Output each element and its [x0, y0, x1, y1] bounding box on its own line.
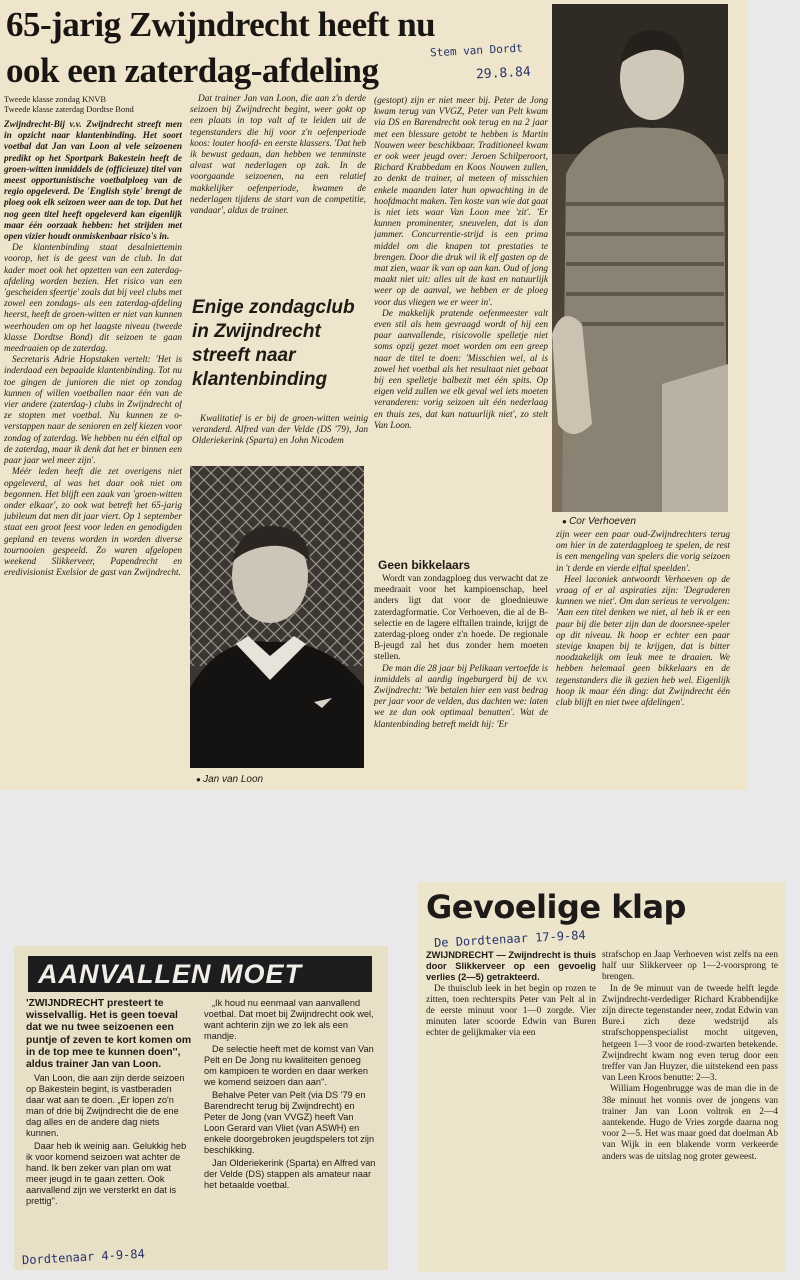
klap-lead-place: ZWIJNDRECHT [426, 950, 494, 960]
article-paragraph: De makkelijk pratende oefenmeester valt even stil als hem gevraagd wordt of hij een paar aanvallende, risicovolle spelletje niet soms opzij gezet moet worden om een greep naar de titel te doen: 'Misschien wel, al is zowel het voetbal als het resultaat niet gebaat bij een spelletje balbezit met één spits. Op eigen veld zullen we elk geval wel iets moeten veranderen: vorig seizoen uit één nederlaag en thuis zes, dat kan natuurlijk niet', zo stelt Van Loon. [374, 308, 548, 431]
aanvallen-paragraph: De selectie heeft met de komst van Van Pelt en De Jong nu kwaliteiten genoeg om kampioen te worden en daar werken we komend seizoen dan aan''. [204, 1044, 374, 1087]
article-paragraph: Wordt van zondagploeg dus verwacht dat ze meedraait voor het kampioenschap, heel anders ligt dat voor de gloednieuwe zaterdagformatie. Cor Verhoeven, die al de B-selectie en de lagere elftallen trainde, krijgt de zaterdag-ploeg onder z'n hoede. De regionale B-jeugd zal het dus zonder hem moeten stellen. [374, 574, 548, 663]
photo-caption-verhoeven: ● Cor Verhoeven [562, 516, 636, 527]
article-paragraph: zijn weer een paar oud-Zwijndrechters terug om hier in de zaterdagploeg te spelen, de rest is een mengeling van spelers die vorig seizoen in 't derde en vierde elftal speelden'. [556, 530, 730, 574]
article-paragraph: Secretaris Adrie Hopstaken vertelt: 'Het is inderdaad een bepaalde klantenbinding. Tot nu toe gingen de junioren die niet op zondag kunnen of willen voetballen naar één van de vier andere (zaterdag-) clubs in Zwijndrecht of ze stopten met voetbal. Nu kunnen ze o- verstappen naar de senioren en zelf kiezen voor zondag of zaterdag. We hebben nu één elftal op de zaterdag, maar ik denk dat het er binnen een paar jaar wel meer zijn'. [4, 355, 182, 467]
aanvallen-paragraph: Van Loon, die aan zijn derde seizoen op Bakestein begint, is vastberaden daar wat aan te doen. „Er lopen zo'n man of drie bij Zwijndrecht die de ene dag alles en de andere dag niets kunnen. [26, 1073, 185, 1139]
article-paragraph: De klantenbinding staat desalniettemin voorop, het is de geest van de club. In dat kader moet ook het opzetten van een zaterdag-afdeling worden bezien. Het risico van een 'gescheiden sfeertje' zoals dat bij veel clubs met zowel een zondags- als een zaterdag-afdeling heerst, heeft de groen-witten er niet van kunnen weerhouden om op het laagste niveau (tweede klasse Dordtse Bond) dit seizoen te gaan meedraaien op de zaterdag. [4, 243, 182, 355]
handwritten-date-klap: De Dordtenaar 17-9-84 [433, 928, 586, 950]
portrait-graphic [190, 466, 364, 768]
article-column-1 [4, 120, 182, 786]
subheadline-line: in Zwijndrecht [192, 321, 321, 342]
kicker-line: Tweede klasse zaterdag Dordtse Bond [4, 104, 134, 114]
aanvallen-lead: 'ZWIJNDRECHT presteert te wisselvallig. Het is geen toeval dat we nu twee seizoenen een puntje of zeven te kort komen om in de top mee te kunnen doen'', aldus trainer Jan van Loon. [26, 998, 192, 1071]
klap-lead-text: — Zwijndrecht is thuis door Slikkerveer op een gevoelig verlies (2—5) getrakteerd. [426, 950, 596, 983]
article-column-2b [192, 414, 368, 460]
portrait-graphic [552, 4, 728, 512]
klap-paragraph: De thuisclub leek in het begin op rozen te zitten, toen rechterspits Peter van Pelt al in de eerste minuut voor 1—0 zorgde. Vier minuten later scoorde Edwin van Buren echter de gelijkmaker via een [426, 983, 596, 1039]
article-paragraph: Dat trainer Jan van Loon, die aan z'n derde seizoen bij Zwijndrecht begint, weer gokt op een plaats in top valt af te leiden uit de tegenstanders die hij voor z'n oefenperiode koos: louter hoofd- en eerste klassers. 'Dat heb ik bewust gedaan, dan hebben we tenminste alvast wat nederlagen op zak. In de voorgaande seizoenen, na een relatief makkelijker oefenperiode, kwamen de nederlagen tijdens de start van de competitie, vandaar', aldus de trainer. [190, 94, 366, 217]
clipping-aanvallen-moet [14, 946, 388, 1270]
aanvallen-paragraph: Jan Olderiekerink (Sparta) en Alfred van der Velde (DS) stappen als amateur naar het betaalde voetbal. [204, 1158, 376, 1190]
handwritten-date-dordtenaar: Dordtenaar 4-9-84 [21, 1246, 146, 1268]
article-lead: Zwijndrecht-Bij v.v. Zwijndrecht streeft men in opzicht naar klantenbinding. Het soort voetbal dat Jan van Loon al vele seizoenen predikt op het Sportpark Bakestein heeft de groen-witten inmiddels de (officieuze) titel van meest opportunistische voetbalploeg van de regio opgeleverd. De 'English style' brengt de ploeg ook elk seizoen weer aan de top. Dat het nog geen titel heeft opgeleverd kan eigenlijk maar één oorzaak hebben: het strijden met open vizier houdt onmiskenbaar risico's in. [4, 120, 182, 243]
aanvallen-column-1 [26, 998, 192, 1248]
article-paragraph: Kwalitatief is er bij de groen-witten weinig veranderd. Alfred van der Velde (DS '79), Jan Olderiekerink (Sparta) en John Nicodem [192, 414, 368, 447]
handwritten-date: 29.8.84 [475, 64, 532, 83]
subheadline-line: klantenbinding [192, 369, 328, 390]
headline-gevoelige-klap: Gevoelige klap [426, 888, 686, 926]
photo-jan-van-loon [190, 466, 364, 768]
clipping-gevoelige-klap [418, 882, 786, 1272]
subheadline [192, 296, 355, 392]
section-heading-bikkelaars: Geen bikkelaars [378, 558, 471, 572]
kicker-line: Tweede klasse zondag KNVB [4, 94, 107, 104]
article-paragraph: (gestopt) zijn er niet meer bij. Peter de Jong kwam terug van VVGZ, Peter van Pelt kwam via DS en Barendrecht ook terug en na 2 jaar met een blessure getobt te hebben is Martin Nouwen weer beschikbaar. Traditioneel kwam er ook weer jeugd over: Jeroen Schilperoort, Richard Krabbedam en Koos Nouwen zullen, zo denkt de trainer, al meteen of misschien enkele maanden later hun opwachting in de hoofdmacht maken. Ten koste van wie dat gaat is niet iets waar Van Loon mee 'zit'. 'Er kunnen prominenter, sneuvelen, dat is dan jammer. Concurrentie-strijd is een prima middel om die knapen tot prestaties te brengen. Door die druk wil ik elf gasten op de mat zien, waar ik van op aan kan. Oud of jong maakt niet uit: alles uit de kast en natuurlijk weer op de aanval, we hebben er de ploeg voor dus vliegen we er weer in'. [374, 96, 548, 308]
article-paragraph: Heel laconiek antwoordt Verhoeven op de vraag of er al aspiraties zijn: 'Degraderen kunnen we niet'. Om dan serieus te vervolgen: 'Aan een titel denken we niet, al heb ik er een paar bij die beter zijn dan de doorsnee-speler op dit niveau. Ik hoop er echter een paar stevige knapen bij te krijgen, dat is bitter noodzakelijk om leuk mee te draaien. We hebben helemaal geen bikkelaars en de tegenstanders die ik gezien heb wel. Eigenlijk hoop ik maar één ding: dat Zwijndrecht één club blijft en niet twee afdelingen'. [556, 574, 730, 709]
headline-line-1: 65-jarig Zwijndrecht heeft nu [6, 5, 436, 44]
article-paragraph: Méér leden heeft die zet overigens niet opgeleverd, al was het daar ook niet om begonnen. Het blijft een zaak van 'groen-witten onder elkaar', zo ook wat betreft het 65-jarig jubileum dat men dit jaar viert. Op 1 september staat een groot feest voor leden en genodigden gepland en tevens worden in worden diverse tournooien gespeeld. Zo waren afgelopen weekend Slikkerveer, Papendrecht en eredivisionist Exelsior de gast van Zwijndrecht. [4, 467, 182, 579]
banner-aanvallen-moet: AANVALLEN MOET [28, 956, 372, 992]
handwritten-source: Stem van Dordt [429, 41, 523, 60]
article-column-4 [556, 530, 730, 788]
headline-line-2: ook een zaterdag-afdeling [6, 51, 379, 90]
subheadline-line: streeft naar [192, 345, 296, 366]
kicker [4, 94, 134, 114]
article-column-3b [374, 574, 548, 788]
photo-cor-verhoeven [552, 4, 728, 512]
klap-paragraph: In de 9e minuut van de tweede helft legde Zwijndrecht-verdediger Richard Krabbendijke zijn directe tegenstander neer, zodat Edwin van Bure.i zich deze wedstrijd als strafschoppenspecialist mocht uitgeven, hetgeen 1—3 voor de rood-zwarten betekende. Zwijndrecht kwam nog even terug door een treffer van Jan Huyzer, die uitstekend een pass van Leen Kroos benutte: 2—3. [602, 983, 778, 1084]
subheadline-line: Enige zondagclub [192, 297, 355, 318]
klap-paragraph: William Hogenbrugge was de man die in de 38e minuut het vonnis over de jongens van trainer Jan van Loon voltrok en 2—4 aantekende. Hugo de Vries zorgde daarna nog voor 2—5. Het was maar goed dat doelman Ab van Wijk in een blakende vorm verkeerde anders was de uitslag nog groter geweest. [602, 1084, 778, 1162]
aanvallen-paragraph: Behalve Peter van Pelt (via DS '79 en Barendrecht terug bij Zwijndrecht) en Peter de Jong (van VVGZ) heeft Van Loon Gerard van Vliet (van ASWH) en enkele doorgebroken jeugdspelers tot zijn beschikking. [204, 1090, 375, 1155]
photo-caption-van-loon: ● Jan van Loon [196, 774, 263, 785]
aanvallen-column-2 [204, 998, 376, 1238]
article-column-3 [374, 96, 548, 558]
klap-paragraph: strafschop en Jaap Verhoeven wist zelfs na een half uur Slikkerveer op 1—2-voorsprong te brengen. [602, 950, 778, 983]
aanvallen-paragraph: „Ik houd nu eenmaal van aanvallend voetbal. Dat moet bij Zwijndrecht ook wel, want achterin zijn we zo lek als een mandje. [204, 998, 374, 1041]
article-column-2 [190, 94, 366, 274]
klap-column-1 [426, 950, 596, 1070]
aanvallen-paragraph: Daar heb ik weinig aan. Gelukkig heb ik voor komend seizoen wat achter de hand. Ik ben zeker van plan om wat meer jeugd in te gaan zetten. Ook aanvallend zijn we versterkt en dat is prettig''. [26, 1141, 187, 1207]
klap-lead [426, 950, 596, 984]
article-paragraph: De man die 28 jaar bij Pelikaan vertoefde is inmiddels al aardig ingeburgerd bij de v.v. Zwijndrecht: 'We betalen hier een vast bedrag per jaar voor de velden, dus dachten we: laten we ze dan ook optimaal benutten'. Wat de klantenbinding betreft meldt hij: 'Er [374, 663, 548, 730]
klap-column-2 [602, 950, 778, 1264]
